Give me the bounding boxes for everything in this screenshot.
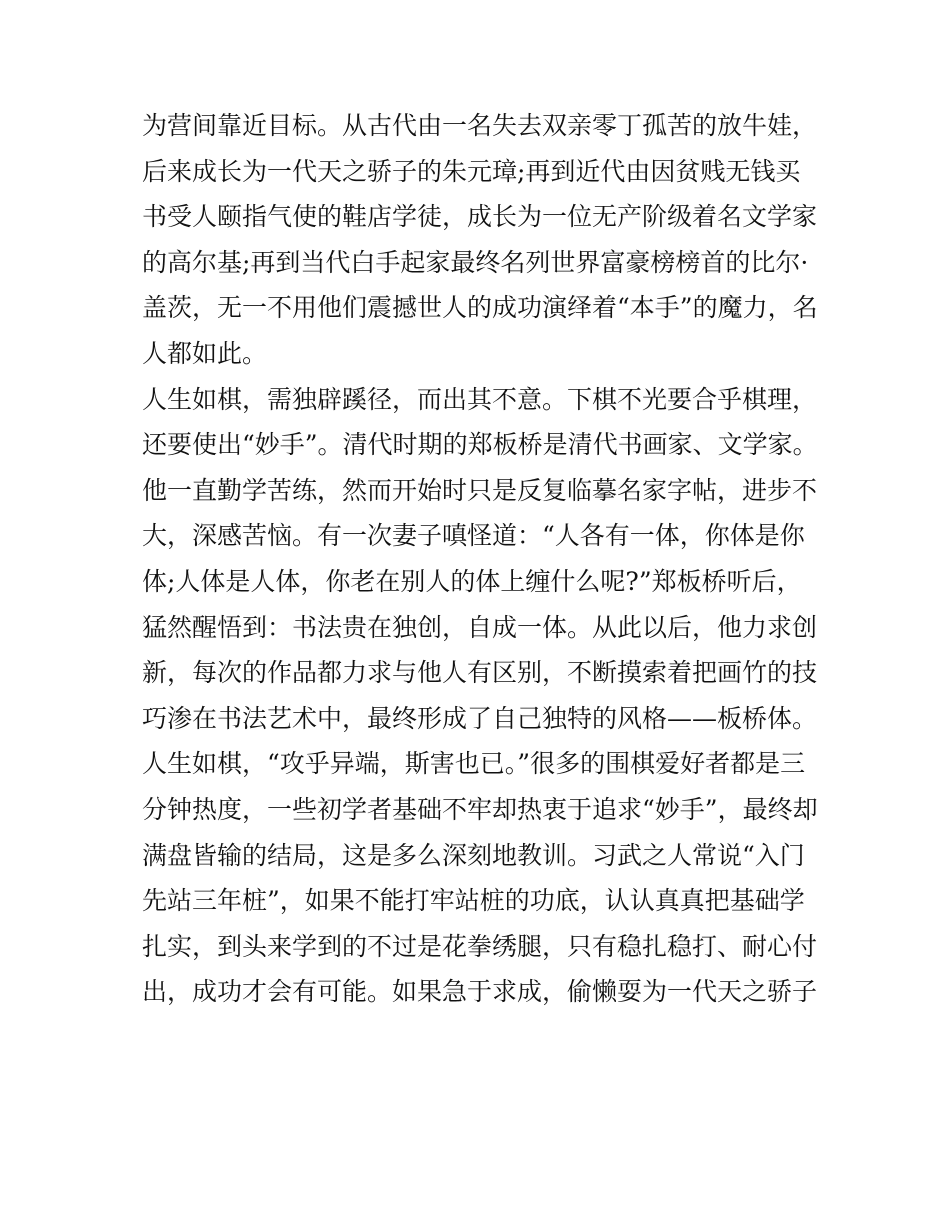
- body-text: [142, 103, 832, 1015]
- text-line: 扎实，到头来学到的不过是花拳绣腿，只有稳扎稳打、耐心付: [142, 931, 818, 961]
- text-line: 猛然醒悟到：书法贵在独创，自成一体。从此以后，他力求创: [142, 612, 818, 642]
- text-line: 先站三年桩”，如果不能打牢站桩的功底，认认真真把基础学: [142, 886, 805, 916]
- text-line: 还要使出“妙手”。清代时期的郑板桥是清代书画家、文学家。: [142, 430, 818, 460]
- text-line: 后来成长为一代天之骄子的朱元璋;再到近代由因贫贱无钱买: [142, 156, 801, 186]
- text-line: 体;人体是人体，你老在别人的体上缠什么呢?”郑板桥听后，: [142, 566, 802, 596]
- text-line: 新，每次的作品都力求与他人有区别，不断摸索着把画竹的技: [142, 658, 818, 688]
- text-line: 人都如此。: [142, 338, 268, 368]
- text-line: 分钟热度，一些初学者基础不牢却热衷于追求“妙手”，最终却: [142, 794, 818, 824]
- text-line: 为营间靠近目标。从古代由一名失去双亲零丁孤苦的放牛娃，: [142, 111, 818, 140]
- text-line: 的高尔基;再到当代白手起家最终名列世界富豪榜榜首的比尔·: [142, 247, 809, 277]
- text-line: 书受人颐指气使的鞋店学徒，成长为一位无产阶级着名文学家: [142, 202, 818, 232]
- text-line: 满盘皆输的结局，这是多么深刻地教训。习武之人常说“入门: [142, 840, 805, 870]
- text-line: 大，深感苦恼。有一次妻子嗔怪道：“人各有一体，你体是你: [142, 521, 805, 551]
- text-line: 巧渗在书法艺术中，最终形成了自己独特的风格——板桥体。: [142, 703, 818, 733]
- text-line: 出，成功才会有可能。如果急于求成，偷懒耍为一代天之骄子: [142, 977, 818, 1007]
- text-line: 人生如棋，“攻乎异端，斯害也已。”很多的围棋爱好者都是三: [142, 749, 806, 779]
- text-line: 人生如棋，需独辟蹊径，而出其不意。下棋不光要合乎棋理，: [142, 384, 818, 414]
- text-line: 他一直勤学苦练，然而开始时只是反复临摹名家字帖，进步不: [142, 475, 818, 505]
- text-line: 盖茨，无一不用他们震撼世人的成功演绎着“本手”的魔力，名: [142, 293, 818, 323]
